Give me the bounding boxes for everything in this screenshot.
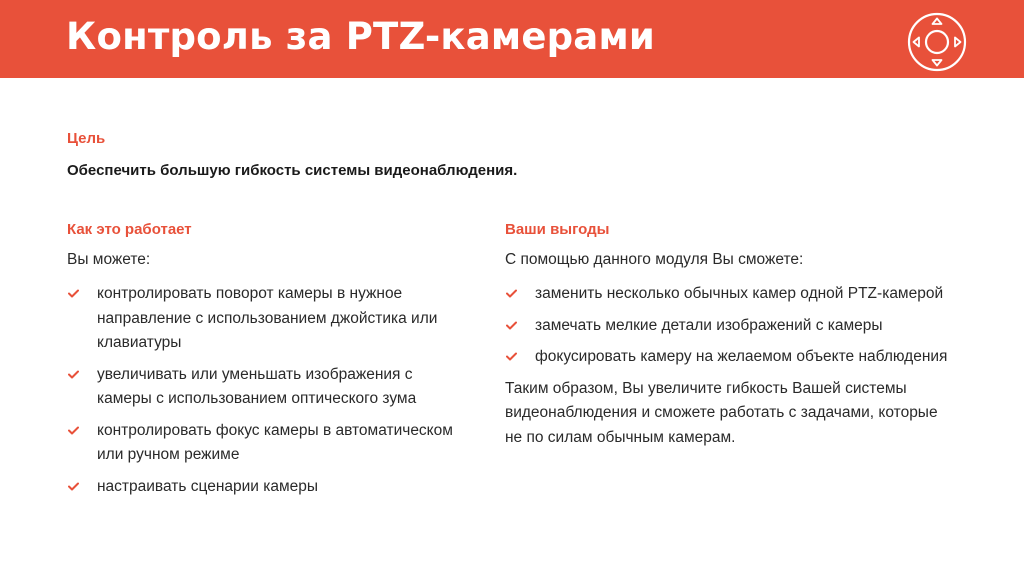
list-item-text: настраивать сценарии камеры <box>97 477 319 495</box>
benefits-column <box>505 248 950 450</box>
list-item-text: замечать мелкие детали изображений с камеры <box>535 316 883 334</box>
benefits-list <box>505 282 950 370</box>
list-item-text: фокусировать камеру на желаемом объекте наблюдения <box>535 348 948 365</box>
check-icon <box>68 370 79 379</box>
list-item <box>505 282 950 307</box>
page-title: Контроль за PTZ-камерами <box>66 15 656 58</box>
check-icon <box>506 352 517 361</box>
how-it-works-column <box>67 248 467 506</box>
benefits-intro: С помощью данного модуля Вы сможете: <box>505 251 804 268</box>
benefits-heading: Ваши выгоды <box>505 221 610 238</box>
list-item <box>505 345 950 370</box>
list-item <box>67 475 467 500</box>
goal-text: Обеспечить большую гибкость системы видеонаблюдения. <box>67 162 518 179</box>
list-item-text: контролировать поворот камеры в нужное направление с использованием джойстика или клавиатуры <box>97 285 438 351</box>
check-icon <box>68 426 79 435</box>
list-item <box>67 419 467 468</box>
list-item-text: контролировать фокус камеры в автоматическом или ручном режиме <box>97 421 453 463</box>
joystick-icon <box>906 11 968 73</box>
check-icon <box>506 289 517 298</box>
how-it-works-intro: Вы можете: <box>67 251 151 268</box>
benefits-conclusion: Таким образом, Вы увеличите гибкость Вашей системы видеонаблюдения и сможете работать с задачами, которые не по силам обычным камерам. <box>505 379 938 446</box>
list-item <box>67 363 467 412</box>
list-item <box>67 282 467 356</box>
how-it-works-list <box>67 282 467 499</box>
check-icon <box>506 321 517 330</box>
list-item <box>505 314 950 339</box>
check-icon <box>68 482 79 491</box>
how-it-works-heading: Как это работает <box>67 221 192 238</box>
list-item-text: увеличивать или уменьшать изображения с камеры с использованием оптического зума <box>97 365 417 407</box>
check-icon <box>68 289 79 298</box>
header-bar <box>0 0 1024 78</box>
list-item-text: заменить несколько обычных камер одной PTZ-камерой <box>535 285 944 302</box>
goal-heading: Цель <box>67 130 106 147</box>
